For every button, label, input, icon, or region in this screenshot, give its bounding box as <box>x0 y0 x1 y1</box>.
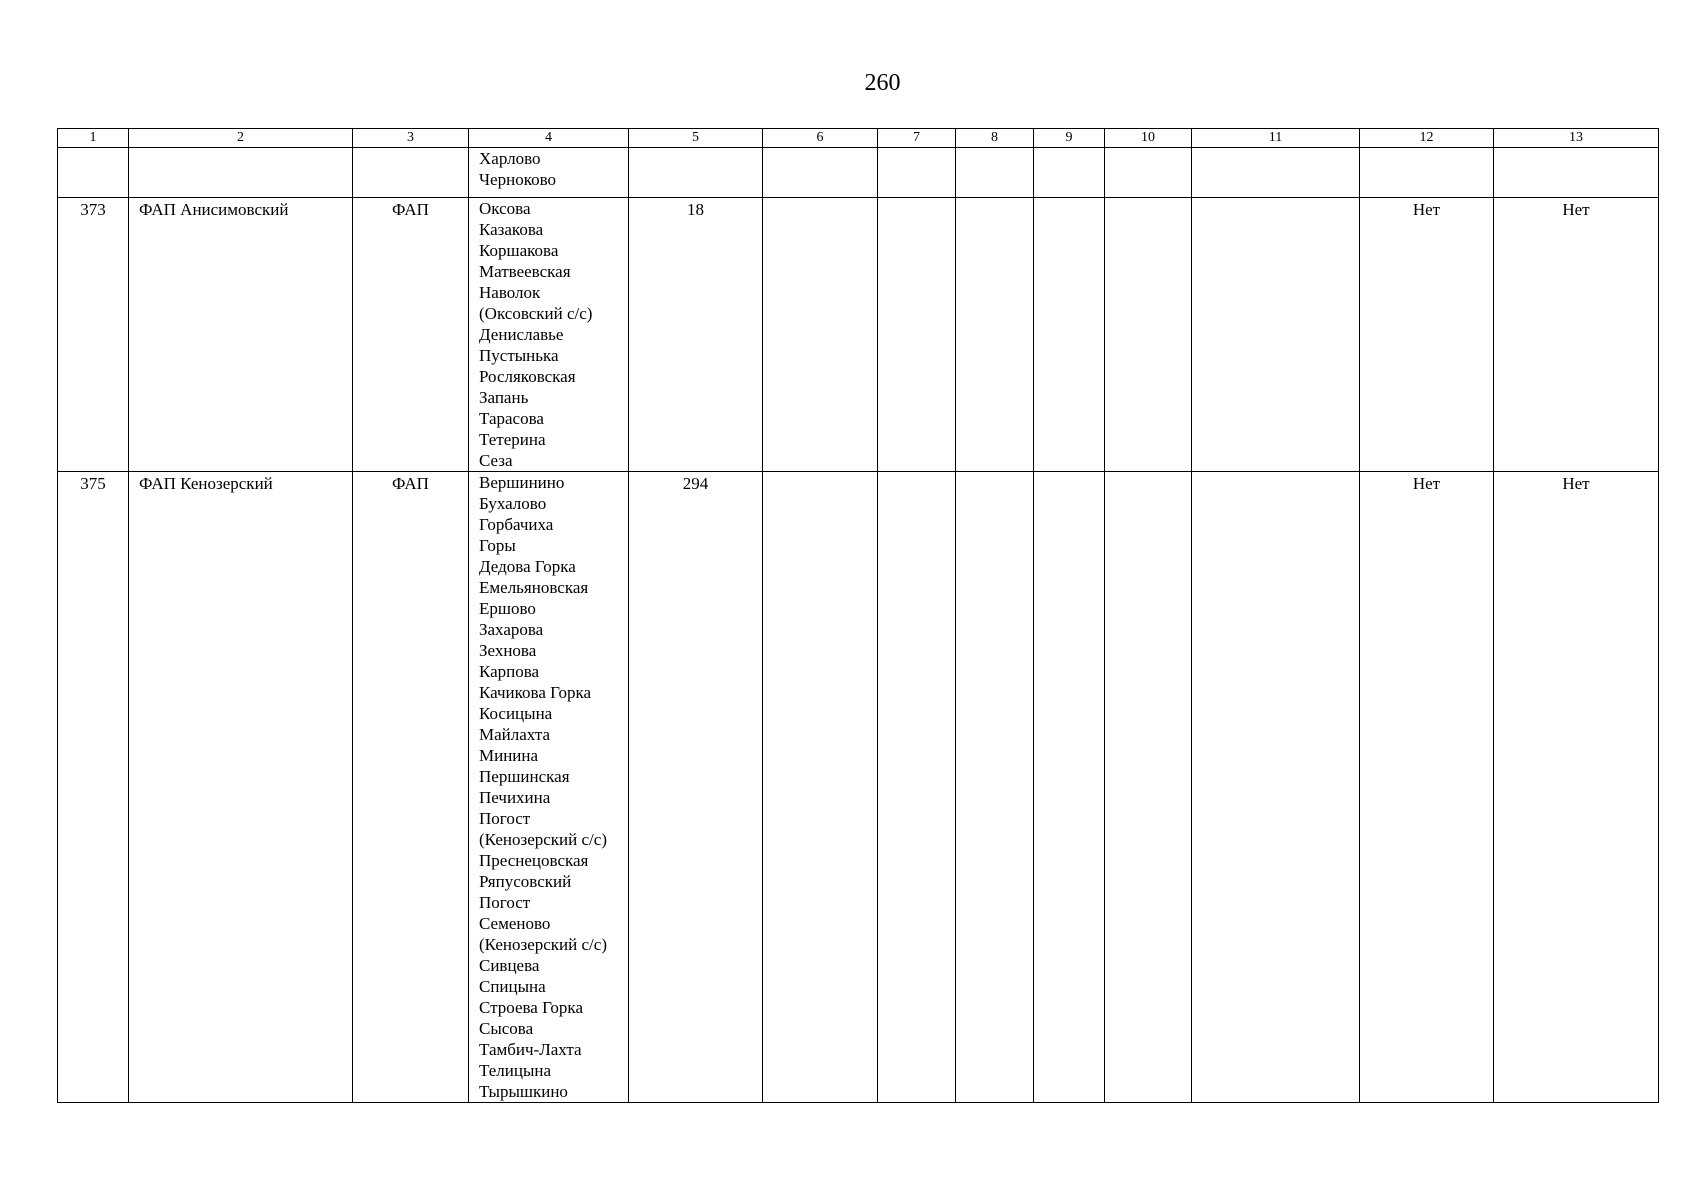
column-header: 4 <box>469 129 629 148</box>
column-header: 13 <box>1494 129 1659 148</box>
table-body <box>58 148 1659 1103</box>
locality-name: Качикова Горка <box>479 683 592 702</box>
locality-name: Пустынька <box>479 346 559 365</box>
locality-name: Минина <box>479 746 539 765</box>
column-header: 11 <box>1192 129 1360 148</box>
locality-name: (Кенозерский с/с) <box>479 830 607 849</box>
empty-cell <box>1192 198 1360 472</box>
locality-name: Наволок <box>479 283 541 302</box>
locality-name: Захарова <box>479 620 544 639</box>
locality-name: Горбачиха <box>479 515 554 534</box>
locality-name: Тетерина <box>479 430 546 449</box>
col13-value: Нет <box>1494 472 1659 1103</box>
localities-cell <box>469 148 629 198</box>
empty-cell <box>763 472 878 1103</box>
col12-value: Нет <box>1360 472 1494 1103</box>
locality-name: Ершово <box>479 599 536 618</box>
empty-cell <box>1105 148 1192 198</box>
facility-type <box>353 148 469 198</box>
empty-cell <box>1192 472 1360 1103</box>
locality-name: Горы <box>479 536 516 555</box>
locality-name: (Оксовский с/с) <box>479 304 593 323</box>
locality-name: Черноково <box>479 170 556 189</box>
empty-cell <box>878 198 956 472</box>
locality-name: Вершинино <box>479 473 565 492</box>
empty-cell <box>956 148 1034 198</box>
facility-type: ФАП <box>353 472 469 1103</box>
empty-cell <box>1034 148 1105 198</box>
column-number-row <box>58 129 1659 148</box>
locality-name: Сивцева <box>479 956 540 975</box>
table-row <box>58 472 1659 1103</box>
locality-name: Сысова <box>479 1019 534 1038</box>
empty-cell <box>763 148 878 198</box>
locality-name: Телицына <box>479 1061 552 1080</box>
table-row <box>58 148 1659 198</box>
empty-cell <box>878 472 956 1103</box>
column-header: 10 <box>1105 129 1192 148</box>
empty-cell <box>956 472 1034 1103</box>
column-header: 7 <box>878 129 956 148</box>
population-value: 18 <box>629 198 763 472</box>
localities-cell <box>469 472 629 1103</box>
locality-name: Преснецовская <box>479 851 589 870</box>
locality-name: Печихина <box>479 788 551 807</box>
empty-cell <box>763 198 878 472</box>
table-row <box>58 198 1659 472</box>
column-header: 2 <box>129 129 353 148</box>
column-header: 8 <box>956 129 1034 148</box>
population-value <box>629 148 763 198</box>
empty-cell <box>1105 198 1192 472</box>
facilities-table <box>57 128 1659 1103</box>
locality-name: Погост <box>479 809 531 828</box>
locality-name: Тамбич-Лахта <box>479 1040 582 1059</box>
locality-name: (Кенозерский с/с) <box>479 935 607 954</box>
locality-name: Харлово <box>479 149 541 168</box>
locality-name: Майлахта <box>479 725 551 744</box>
facility-type: ФАП <box>353 198 469 472</box>
empty-cell <box>1034 198 1105 472</box>
locality-name: Бухалово <box>479 494 547 513</box>
row-number: 373 <box>58 198 129 472</box>
column-header: 12 <box>1360 129 1494 148</box>
locality-name: Тарасова <box>479 409 544 428</box>
locality-name: Тырышкино <box>479 1082 568 1101</box>
col12-value <box>1360 148 1494 198</box>
locality-name: Коршакова <box>479 241 559 260</box>
locality-name: Ряпусовский <box>479 872 572 891</box>
locality-name: Емельяновская <box>479 578 589 597</box>
empty-cell <box>878 148 956 198</box>
locality-name: Дениславье <box>479 325 564 344</box>
locality-name: Казакова <box>479 220 544 239</box>
locality-name: Росляковская <box>479 367 576 386</box>
empty-cell <box>1105 472 1192 1103</box>
locality-name: Дедова Горка <box>479 557 576 576</box>
column-header: 9 <box>1034 129 1105 148</box>
column-header: 6 <box>763 129 878 148</box>
row-number: 375 <box>58 472 129 1103</box>
localities-cell <box>469 198 629 472</box>
population-value: 294 <box>629 472 763 1103</box>
empty-cell <box>1192 148 1360 198</box>
locality-name: Зехнова <box>479 641 537 660</box>
empty-cell <box>1034 472 1105 1103</box>
locality-name: Погост <box>479 893 531 912</box>
col13-value <box>1494 148 1659 198</box>
locality-name: Косицына <box>479 704 553 723</box>
facility-name <box>129 148 353 198</box>
locality-name: Спицына <box>479 977 546 996</box>
locality-name: Карпова <box>479 662 540 681</box>
locality-name: Строева Горка <box>479 998 583 1017</box>
empty-cell <box>956 198 1034 472</box>
locality-name: Матвеевская <box>479 262 571 281</box>
row-number <box>58 148 129 198</box>
locality-name: Першинская <box>479 767 570 786</box>
locality-name: Запань <box>479 388 529 407</box>
col12-value: Нет <box>1360 198 1494 472</box>
facility-name: ФАП Анисимовский <box>129 198 353 472</box>
col13-value: Нет <box>1494 198 1659 472</box>
locality-name: Оксова <box>479 199 531 218</box>
page-number: 260 <box>864 70 901 96</box>
facility-name: ФАП Кенозерский <box>129 472 353 1103</box>
locality-name: Семеново <box>479 914 551 933</box>
column-header: 3 <box>353 129 469 148</box>
column-header: 1 <box>58 129 129 148</box>
column-header: 5 <box>629 129 763 148</box>
locality-name: Сеза <box>479 451 513 470</box>
